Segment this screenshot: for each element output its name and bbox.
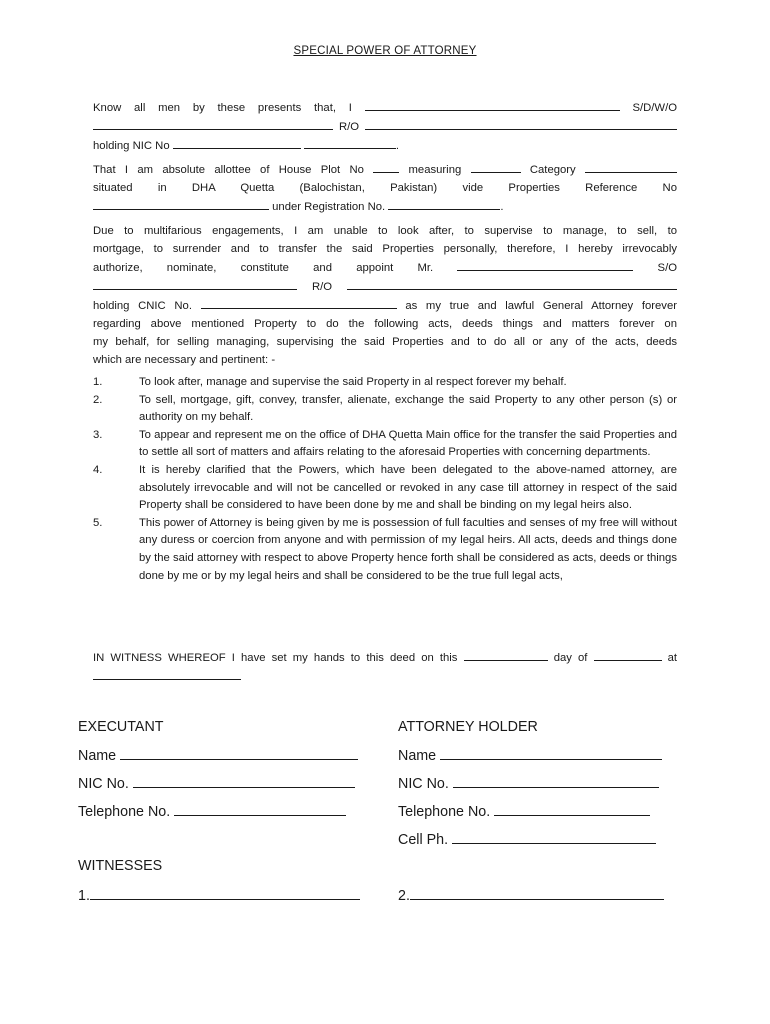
executant-name-blank[interactable]: [365, 98, 620, 111]
appointment-line-6: regarding above mentioned Property to do the following acts, deeds things and matters forever on: [93, 318, 677, 330]
sdwo-label: S/D/W/O: [632, 102, 677, 114]
parent-name-blank[interactable]: [93, 117, 333, 130]
attorney-holder-cell-label: Cell Ph.: [398, 832, 449, 848]
appointment-line-2: mortgage, to surrender and to transfer the said Properties personally, therefore, I hereby irrevocably: [93, 243, 677, 255]
nic-label: holding NIC No: [93, 140, 170, 152]
executant-nic-label: NIC No.: [78, 776, 129, 792]
attorney-father-blank[interactable]: [93, 277, 297, 290]
intro-paragraph: Know all men by these presents that, I S/D/W/O R/O holding NIC No .: [93, 98, 677, 155]
witness-2-row: [398, 886, 664, 905]
property-reference-text: situated in DHA Quetta (Balochistan, Pakistan) vide Properties Reference No: [93, 182, 677, 194]
list-item: 1. To look after, manage and supervise the said Property in al respect forever my behalf.: [93, 376, 567, 388]
list-item: 4. It is hereby clarified that the Powers, which have been delegated to the above-named attorney, are absolutely irrevocable and will not be cancelled or revoked in any case till attorney in respect of the said Property shall be considered to have been done by me and shall be binding on my legal heirs also.: [93, 463, 677, 512]
ro-label: R/O: [338, 121, 360, 133]
appointment-line-1: Due to multifarious engagements, I am unable to look after, to supervise to manage, to sell, to: [93, 225, 677, 237]
intro-text: Know all men by these presents that, I: [93, 102, 352, 114]
executant-telephone-row: [78, 802, 346, 821]
list-item: 2. To sell, mortgage, gift, convey, transfer, alienate, exchange the said Property to any other person (s) or authority on my behalf.: [93, 393, 677, 424]
measuring-blank[interactable]: [471, 160, 521, 173]
appointment-line-8: which are necessary and pertinent: -: [93, 354, 276, 366]
nic-blank-2[interactable]: [304, 136, 396, 149]
measuring-label: measuring: [408, 164, 462, 176]
allotment-paragraph: That I am absolute allottee of House Plot No measuring Category situated in DHA Quetta (Balochistan, Pakistan) vide Properties Reference No under Registration No. .: [93, 160, 677, 216]
deed-place-blank[interactable]: [93, 667, 241, 680]
category-blank[interactable]: [585, 160, 677, 173]
attorney-holder-name-line[interactable]: [440, 746, 662, 760]
at-label: at: [667, 652, 678, 664]
attorney-holder-nic-line[interactable]: [453, 774, 659, 788]
registration-no-blank[interactable]: [388, 197, 500, 210]
executant-nic-row: [78, 774, 355, 793]
attorney-holder-nic-row: [398, 774, 659, 793]
witness-1-line[interactable]: [90, 886, 360, 900]
deed-month-blank[interactable]: [594, 648, 662, 661]
attorney-holder-cell-line[interactable]: [452, 830, 656, 844]
attorney-holder-nic-label: NIC No.: [398, 776, 449, 792]
attorney-cnic-blank[interactable]: [201, 296, 397, 309]
general-attorney-text: as my true and lawful General Attorney forever: [405, 300, 677, 312]
attorney-name-blank[interactable]: [457, 258, 633, 271]
deed-date-blank[interactable]: [464, 648, 548, 661]
residence-blank[interactable]: [365, 117, 677, 130]
executant-telephone-line[interactable]: [174, 802, 346, 816]
attorney-holder-cell-row: [398, 830, 656, 849]
plot-no-blank[interactable]: [373, 160, 399, 173]
witness-1-label: 1.: [78, 888, 90, 904]
so-label: S/O: [657, 262, 678, 274]
attorney-residence-blank[interactable]: [347, 277, 677, 290]
attorney-holder-name-label: Name: [398, 748, 437, 764]
executant-name-row: [78, 746, 358, 765]
attorney-holder-telephone-row: [398, 802, 650, 821]
nic-blank-1[interactable]: [173, 136, 301, 149]
executant-telephone-label: Telephone No.: [78, 804, 171, 820]
executant-heading: EXECUTANT: [78, 719, 164, 735]
appointment-line-7: my behalf, for selling managing, supervising the said Properties and to do all or any of the acts, deeds: [93, 336, 677, 348]
attorney-holder-telephone-label: Telephone No.: [398, 804, 491, 820]
executant-name-label: Name: [78, 748, 117, 764]
attorney-holder-name-row: [398, 746, 662, 765]
executant-name-line[interactable]: [120, 746, 358, 760]
plot-text: That I am absolute allottee of House Plot No: [93, 164, 364, 176]
list-item: 5. This power of Attorney is being given by me is possession of full faculties and senses of my free will without any duress or coercion from anyone and with permission of my legal heirs. All acts, deeds and things done by the said attorney with respect to above Property hence forth shall be considered as acts, deeds or things done by me or by my legal heirs and shall be considered to be the true full legal acts,: [93, 516, 677, 582]
witness-1-row: [78, 886, 360, 905]
registration-label: under Registration No.: [272, 201, 386, 213]
cnic-label: holding CNIC No.: [93, 300, 192, 312]
witness-2-line[interactable]: [410, 886, 664, 900]
appointment-paragraph: [93, 222, 677, 369]
attorney-holder-heading: ATTORNEY HOLDER: [398, 719, 538, 735]
category-label: Category: [529, 164, 576, 176]
document-title: SPECIAL POWER OF ATTORNEY: [293, 45, 477, 57]
powers-list: [93, 374, 677, 585]
executant-nic-line[interactable]: [133, 774, 355, 788]
list-item: 3. To appear and represent me on the office of DHA Quetta Main office for the transfer the said Properties and to settle all sort of matters and affairs relating to the aforesaid Properties with concerning departments.: [93, 428, 677, 459]
reference-no-blank[interactable]: [93, 197, 269, 210]
witness-clause-text: IN WITNESS WHEREOF I have set my hands to this deed on this: [93, 652, 458, 664]
appoint-text: authorize, nominate, constitute and appoint Mr.: [93, 262, 434, 274]
witness-2-label: 2.: [398, 888, 410, 904]
witness-clause: [93, 648, 677, 686]
day-of-label: day of: [553, 652, 588, 664]
attorney-ro-label: R/O: [311, 281, 333, 293]
witnesses-heading: WITNESSES: [78, 858, 163, 874]
attorney-holder-telephone-line[interactable]: [494, 802, 650, 816]
